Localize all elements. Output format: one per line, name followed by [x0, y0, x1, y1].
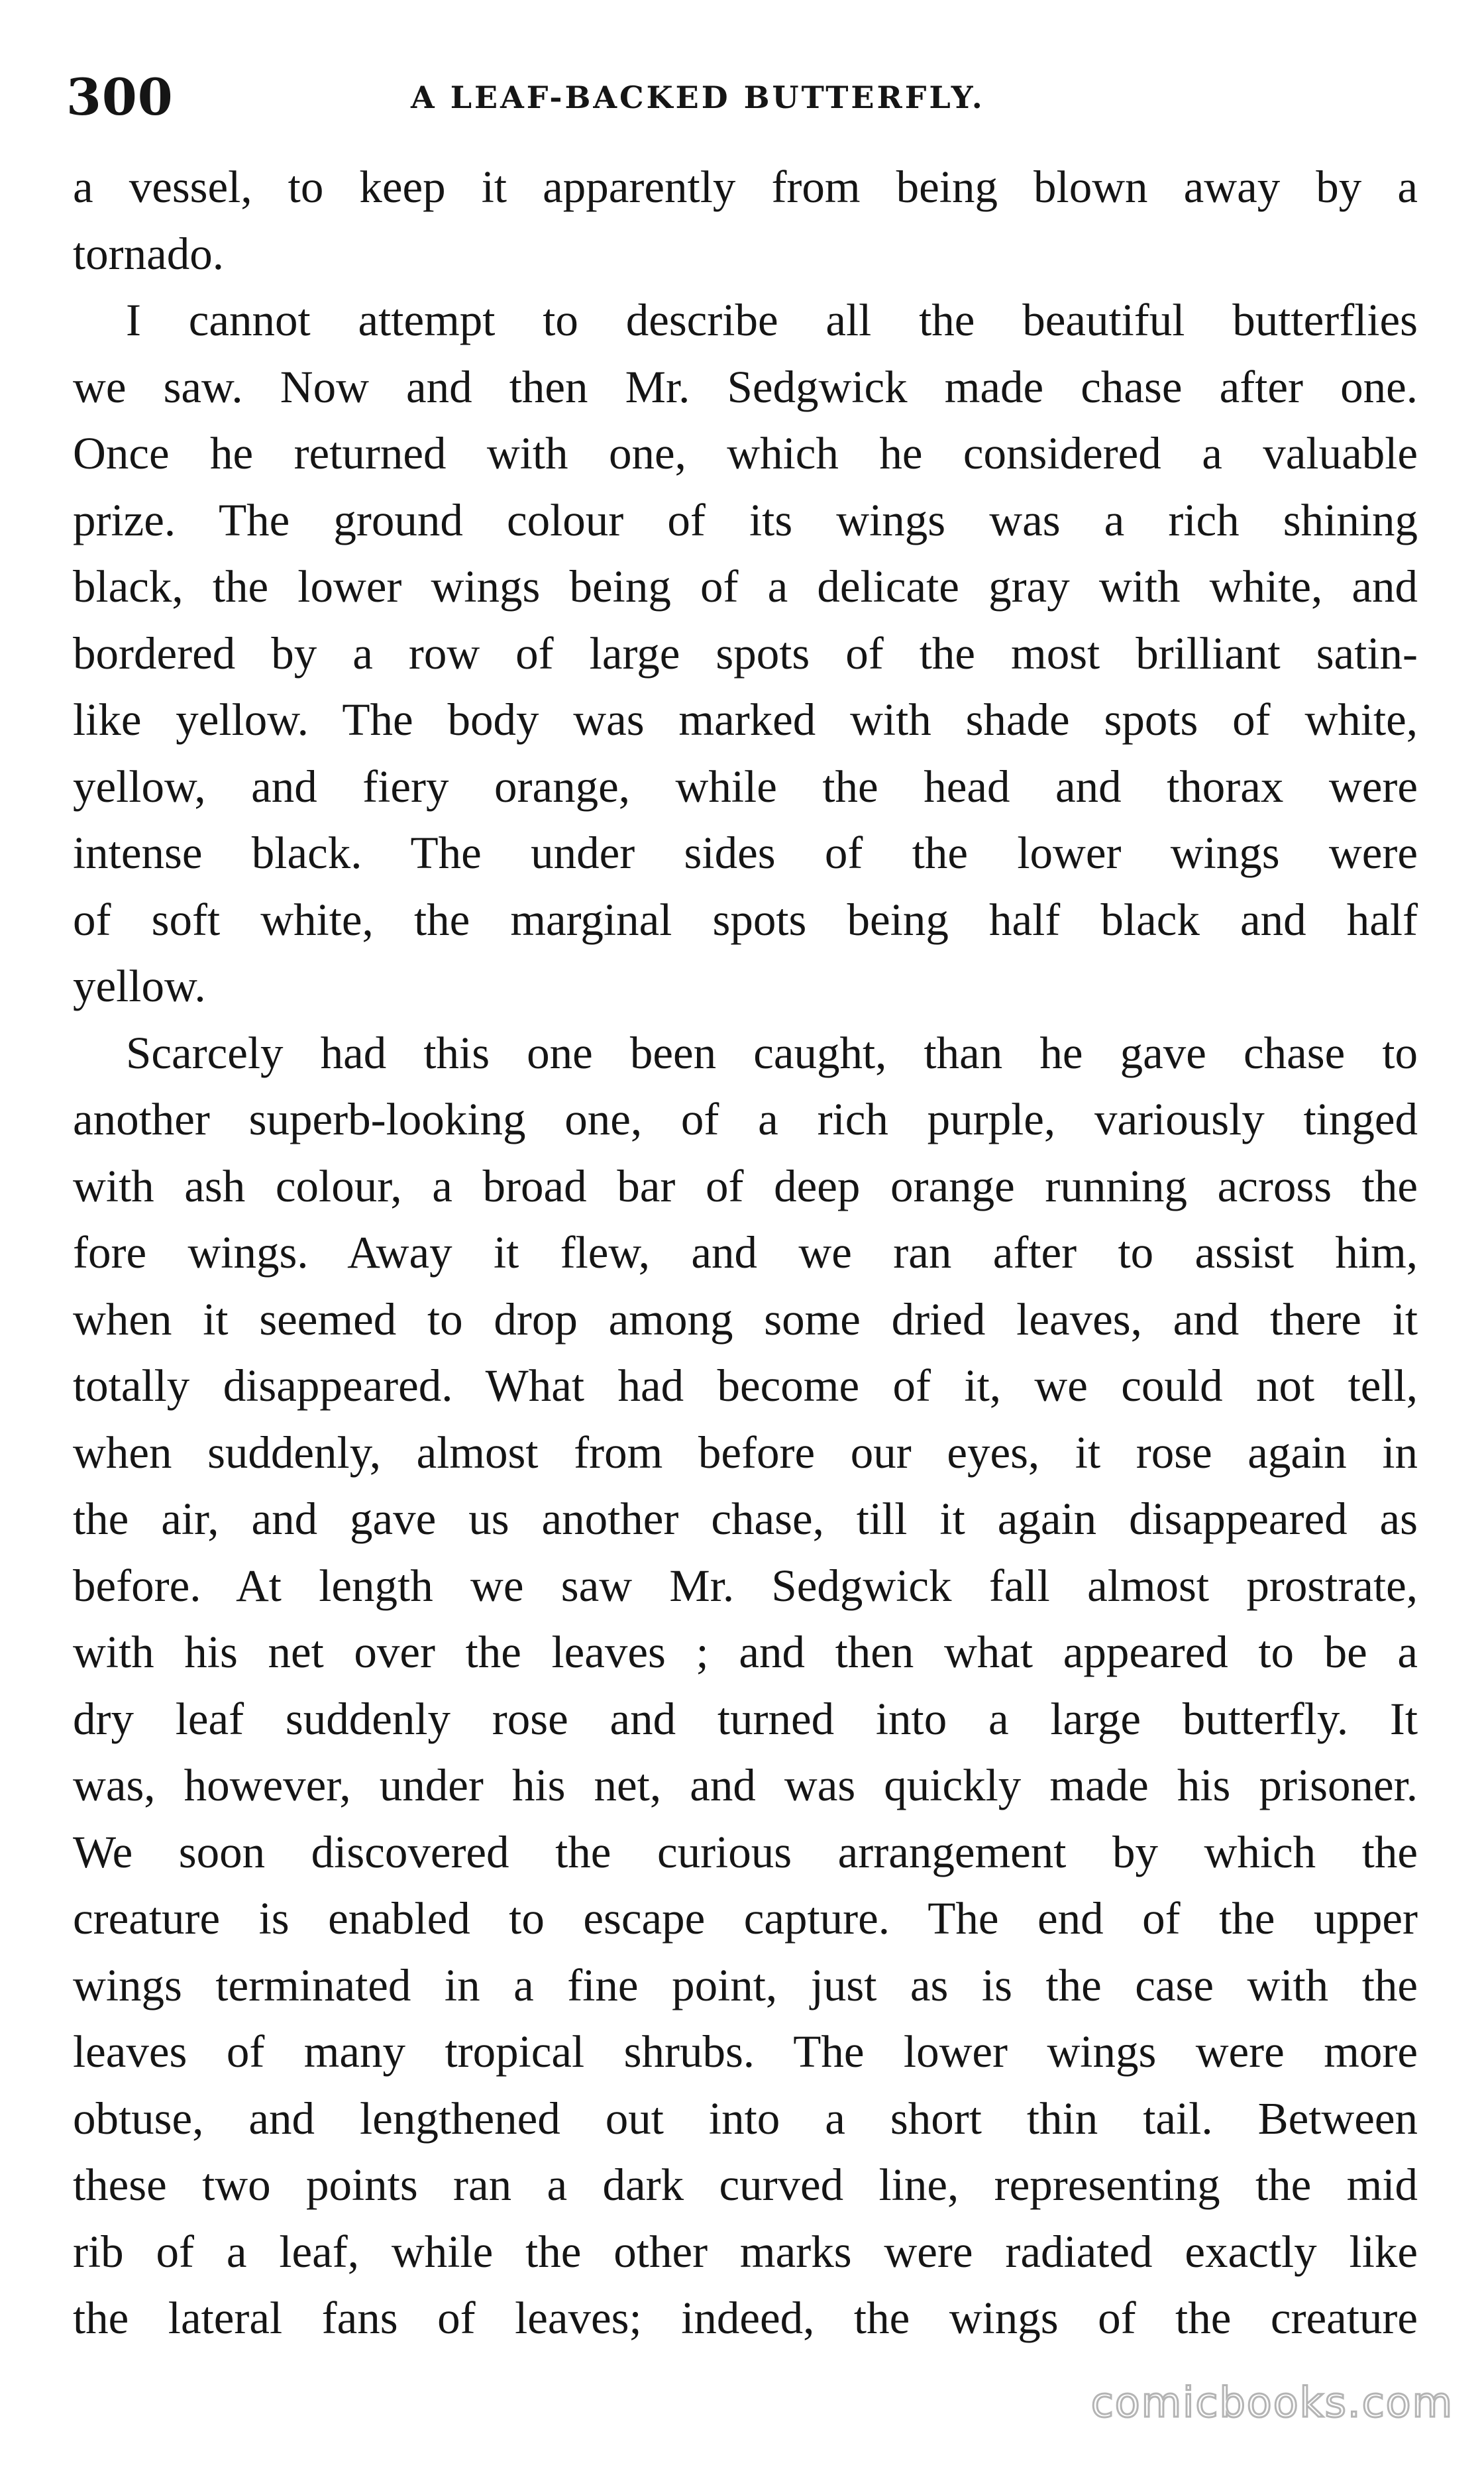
text-line: prize. The ground colour of its wings was a rich shining: [73, 494, 1418, 545]
text-line: these two points ran a dark curved line, representing the mid: [73, 2160, 1418, 2210]
text-line: We soon discovered the curious arrangement by which the: [73, 1826, 1418, 1877]
text-line: when suddenly, almost from before our eyes, it rose again in: [73, 1427, 1418, 1478]
text-line: dry leaf suddenly rose and turned into a large butterfly. It: [73, 1693, 1418, 1744]
text-line: black, the lower wings being of a delicate gray with white, and: [73, 561, 1418, 612]
text-line: leaves of many tropical shrubs. The lower wings were more: [73, 2026, 1418, 2077]
text-line: yellow.: [73, 961, 206, 1011]
text-line: fore wings. Away it flew, and we ran after to assist him,: [73, 1227, 1418, 1278]
page-number: 300: [66, 68, 174, 127]
running-title: A LEAF-BACKED BUTTERFLY.: [411, 80, 985, 115]
text-line: was, however, under his net, and was quickly made his prisoner.: [73, 1760, 1418, 1810]
text-line: tornado.: [73, 228, 225, 279]
text-line: Once he returned with one, which he considered a valuable: [73, 428, 1418, 478]
text-line: of soft white, the marginal spots being half black and half: [73, 894, 1418, 945]
text-line: bordered by a row of large spots of the most brilliant satin-: [73, 628, 1418, 679]
text-line: rib of a leaf, while the other marks were radiated exactly like: [73, 2226, 1418, 2277]
text-line: Scarcely had this one been caught, than he gave chase to: [126, 1027, 1418, 1078]
text-line: creature is enabled to escape capture. The end of the upper: [73, 1893, 1418, 1944]
text-line: another superb-looking one, of a rich purple, variously tinged: [73, 1094, 1418, 1144]
body-text: [73, 154, 1418, 2352]
text-line: the air, and gave us another chase, till it again disappeared as: [73, 1494, 1418, 1544]
text-line: like yellow. The body was marked with shade spots of white,: [73, 694, 1418, 745]
text-line: we saw. Now and then Mr. Sedgwick made chase after one.: [73, 361, 1418, 412]
text-line: obtuse, and lengthened out into a short thin tail. Between: [73, 2093, 1418, 2144]
text-line: with his net over the leaves ; and then what appeared to be a: [73, 1627, 1418, 1677]
text-line: with ash colour, a broad bar of deep orange running across the: [73, 1160, 1418, 1211]
text-line: I cannot attempt to describe all the beautiful butterflies: [126, 295, 1418, 345]
text-line: before. At length we saw Mr. Sedgwick fall almost prostrate,: [73, 1560, 1418, 1611]
text-line: when it seemed to drop among some dried leaves, and there it: [73, 1293, 1418, 1345]
text-line: the lateral fans of leaves; indeed, the wings of the creature: [73, 2293, 1418, 2343]
text-line: totally disappeared. What had become of it, we could not tell,: [73, 1360, 1418, 1411]
text-line: yellow, and fiery orange, while the head and thorax were: [73, 761, 1418, 812]
text-line: a vessel, to keep it apparently from being blown away by a: [73, 162, 1418, 212]
watermark: comicbooks.com: [1090, 2378, 1454, 2427]
text-line: wings terminated in a fine point, just as is the case with the: [73, 1959, 1418, 2010]
text-line: intense black. The under sides of the lower wings were: [73, 828, 1418, 878]
running-head: [66, 61, 1418, 134]
